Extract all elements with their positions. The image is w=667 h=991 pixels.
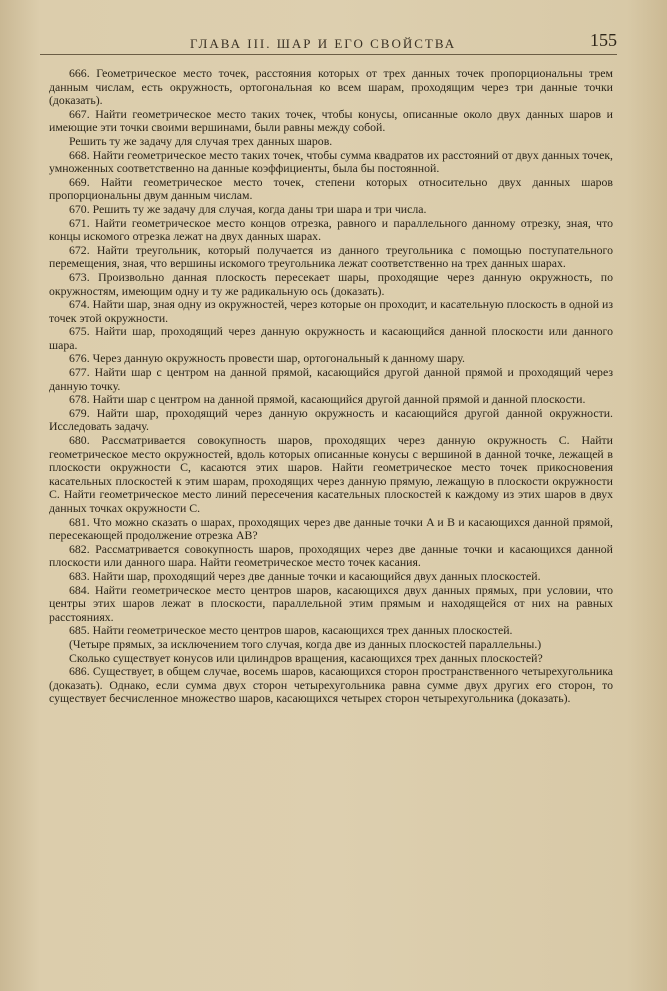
problem-684: 684. Найти геометрическое место центров шаров, касающихся двух данных прямых, при условии, что центры этих шаров лежат в плоскости, параллельной этим прямым и находящейся от них на равных расстояниях. xyxy=(49,582,613,624)
header-rule xyxy=(40,54,617,55)
problem-677: 677. Найти шар с центром на данной прямой, касающийся другой данной прямой и проходящий через данную точку. xyxy=(49,365,613,393)
page-body xyxy=(49,67,613,706)
problem-666: 666. Геометрическое место точек, расстояния которых от трех данных точек пропорциональны трем данным числам, есть окружность, ортогональная ко всем шарам, проходящим через три данные точки (доказать). xyxy=(49,66,613,108)
problem-683: 683. Найти шар, проходящий через две данные точки и касающийся двух данных плоскостей. xyxy=(69,568,541,583)
problem-685-followup: Сколько существует конусов или цилиндров вращения, касающихся трех данных плоскостей? xyxy=(69,650,543,665)
problem-681: 681. Что можно сказать о шарах, проходящих через две данные точки A и B и касающихся данной прямой, пересекающей продолжение отрезка AB? xyxy=(49,514,613,543)
problem-686: 686. Существует, в общем случае, восемь шаров, касающихся сторон пространственного четырехугольника (доказать). Однако, если сумма двух сторон четырехугольника равна сумме двух других его сторон, то существует бесчисленное множество шаров, касающихся четырех сторон четырехугольника (доказать). xyxy=(49,664,613,706)
problem-673: 673. Произвольно данная плоскость пересекает шары, проходящие через данную окружность, по окружностям, имеющим одну и ту же радикальную ось (доказать). xyxy=(49,269,613,298)
page-header xyxy=(40,30,617,54)
problem-667-followup: Решить ту же задачу для случая трех данных шаров. xyxy=(69,133,333,148)
problem-679: 679. Найти шар, проходящий через данную окружность и касающийся другой данной окружности. Исследовать задачу. xyxy=(49,405,613,434)
problem-685: 685. Найти геометрическое место центров шаров, касающихся трех данных плоскостей. xyxy=(69,623,513,638)
problem-672: 672. Найти треугольник, который получается из данного треугольника с помощью поступательного перемещения, зная, что вершины искомого треугольника лежат соответственно на трех данных шарах. xyxy=(49,242,613,271)
page-number: 155 xyxy=(590,30,617,50)
problem-678: 678. Найти шар с центром на данной прямой, касающийся другой данной прямой и данной плоскости. xyxy=(69,392,586,407)
problem-671: 671. Найти геометрическое место концов отрезка, равного и параллельного данному отрезку, зная, что концы искомого отрезка лежат на двух данных шарах. xyxy=(49,215,613,244)
problem-682: 682. Рассматривается совокупность шаров, проходящих через две данные точки и касающихся данной плоскости или данного шара. Найти геометрическое место точек касания. xyxy=(49,541,613,570)
problem-675: 675. Найти шар, проходящий через данную окружность и касающийся данной плоскости или данного шара. xyxy=(49,324,613,352)
problem-685-answer-note: (Четыре прямых, за исключением того случая, когда две из данных плоскостей параллельны.) xyxy=(69,636,542,651)
problem-676: 676. Через данную окружность провести шар, ортогональный к данному шару. xyxy=(69,351,465,366)
problem-674: 674. Найти шар, зная одну из окружностей, через которые он проходит, и касательную плоскость в одной из точек этой окружности. xyxy=(49,297,613,325)
problem-680: 680. Рассматривается совокупность шаров, проходящих через данную окружность C. Найти геометрическое место окружностей, вдоль которых описанные конусы с вершиной в данной точке, лежащей в плоскости окружности C, касаются этих шаров. Найти геометрическое место точек прикосновения касательных плоскостей к этим шарам, проходящих через данную прямую, лежащую в плоскости окружности C. Найти геометрическое место линий пересечения касательных плоскостей к каждому из этих шаров в двух данных точках окружности C. xyxy=(49,433,613,515)
problem-667: 667. Найти геометрическое место таких точек, чтобы конусы, описанные около двух данных шаров и имеющие эти точки своими вершинами, были равны между собой. xyxy=(49,106,613,135)
problem-668: 668. Найти геометрическое место таких точек, чтобы сумма квадратов их расстояний от двух данных точек, умноженных соответственно на данные коэффициенты, была бы постоянной. xyxy=(49,147,613,176)
problem-669: 669. Найти геометрическое место точек, степени которых относительно двух данных шаров пропорциональны двум данным числам. xyxy=(49,174,613,203)
running-head: ГЛАВА III. ШАР И ЕГО СВОЙСТВА xyxy=(190,36,457,51)
problem-670: 670. Решить ту же задачу для случая, когда даны три шара и три числа. xyxy=(69,201,427,216)
